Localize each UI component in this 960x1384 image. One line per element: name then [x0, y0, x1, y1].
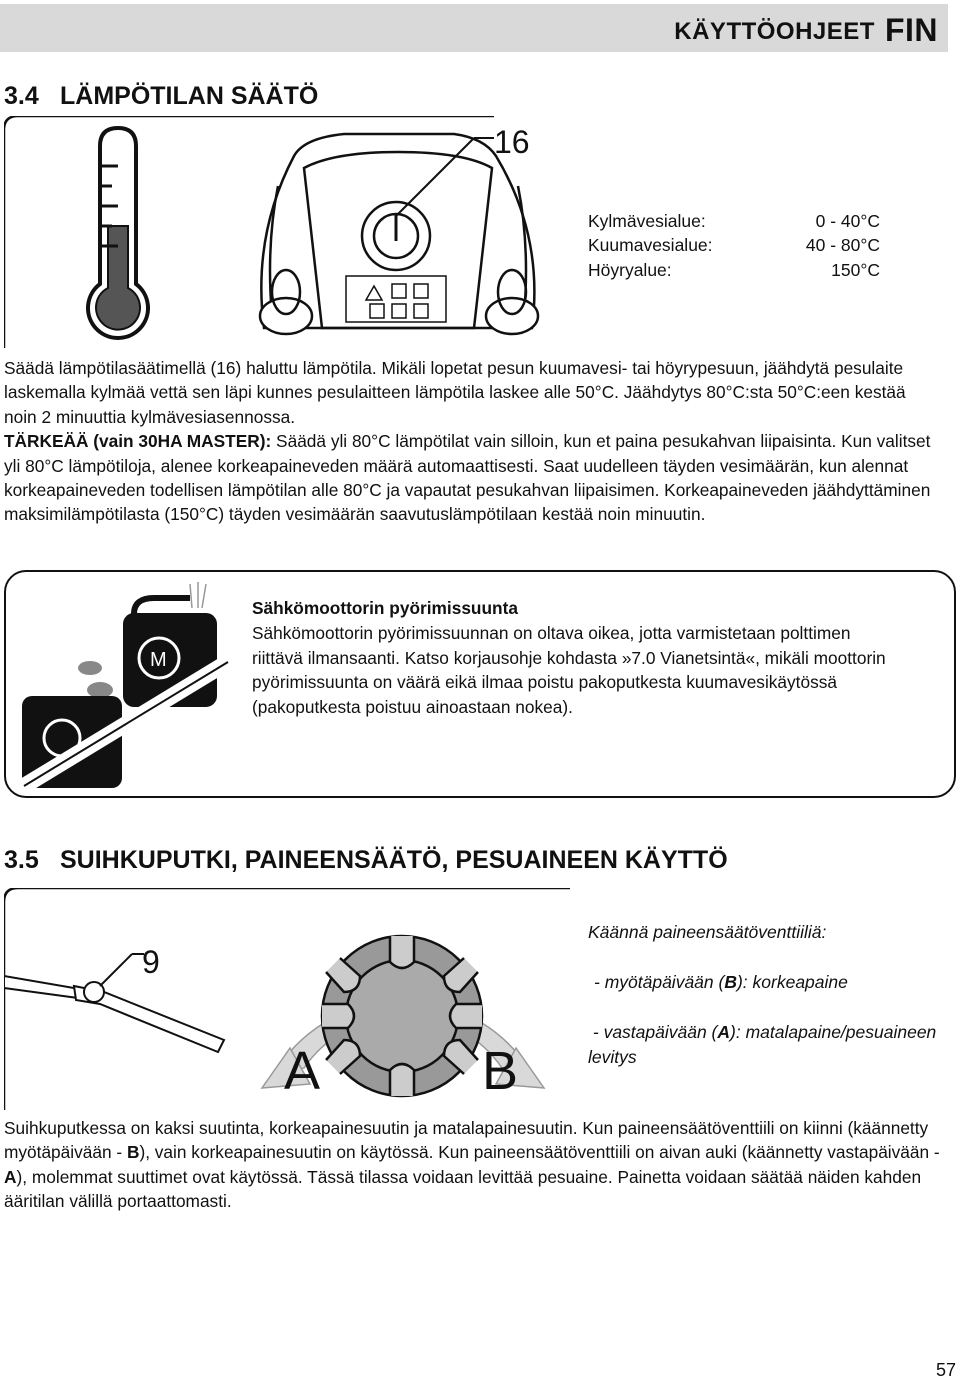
manual-title: KÄYTTÖOHJEET — [674, 18, 875, 45]
machine-icon-ok — [124, 582, 216, 706]
smoke-icon — [78, 661, 113, 698]
notice-body: Sähkömoottorin pyörimissuunnan on oltava oikea, jotta varmistetaan polttimen riittävä ilmansaanti. Katso korjausohje kohdasta »7.0 Vianetsintä«, mikäli moottorin pyörimissuunta on väärä eikä ilmaa poistu pakoputkesta kuumavesikäytössä (pakoputkesta poistuu ainoastaan nokea). — [252, 622, 886, 718]
paragraph-text: Suihkuputkessa on kaksi suutinta, korkeapainesuutin ja matalapainesuutin. Kun paineensäätöventtiili on kiinni (käännetty myötäpäivään - — [4, 1118, 929, 1163]
section-title-3-5 — [4, 846, 728, 875]
instruction-text: ): matalapaine/pesuaineen levitys — [588, 1022, 937, 1067]
paragraph-nozzles — [4, 1116, 940, 1214]
spray-lance-icon — [4, 954, 224, 1052]
motor-rotation-figure — [14, 578, 240, 792]
page-number: 57 — [935, 1360, 956, 1380]
paragraph-temperature-setting — [4, 356, 940, 527]
important-label: TÄRKEÄÄ (vain 30HA MASTER): — [4, 431, 272, 452]
pressure-washer-front — [260, 134, 538, 334]
temp-row-cold — [588, 209, 880, 234]
section-number: 3.4 — [4, 82, 39, 110]
instruction-text: - vastapäivään ( — [592, 1022, 718, 1042]
paragraph-key: B — [126, 1142, 140, 1163]
section-title-3-4 — [4, 82, 318, 111]
header-title — [674, 12, 938, 49]
instruction-text: - myötäpäivään ( — [594, 972, 725, 992]
instruction-counterclockwise — [588, 1020, 948, 1069]
temp-label: Höyryalue: — [588, 260, 672, 280]
label-a: A — [284, 1041, 321, 1101]
instruction-key: A — [717, 1022, 731, 1042]
temp-value: 40 - 80°C — [805, 235, 880, 255]
paragraph-key: A — [4, 1166, 17, 1187]
paragraph-text: Säädä lämpötilasäätimellä (16) haluttu lämpötila. Mikäli lopetat pesun kuumavesi- tai höyrypesuun, jäähdytä pesulaite laskemalla kylmää vettä sen läpi kunnes pesulaitteen lämpötila laskee alle 50°C. Jäähdytys 80°C:sta 50°C:een kestää noin 2 minuuttia kylmävesiasennossa. — [4, 358, 906, 427]
section-heading: SUIHKUPUTKI, PAINEENSÄÄTÖ, PESUAINEEN KÄYTTÖ — [60, 846, 728, 874]
svg-text:M: M — [150, 649, 167, 671]
instruction-text: ): korkeapaine — [736, 972, 848, 992]
notice-text — [252, 596, 892, 720]
temp-label: Kylmävesialue: — [588, 211, 706, 231]
paragraph-text: ), vain korkeapainesuutin on käytössä. Kun paineensäätöventtiili on aivan auki (käännetty vastapäivään - — [139, 1142, 940, 1163]
label-b: B — [482, 1041, 519, 1101]
callout-9: 9 — [142, 944, 160, 980]
language-code: FIN — [884, 12, 938, 48]
callout-16: 16 — [494, 124, 530, 160]
pressure-knob-icon — [322, 936, 482, 1096]
notice-title: Sähkömoottorin pyörimissuunta — [252, 598, 518, 618]
temp-row-hot — [588, 233, 880, 258]
section-number: 3.5 — [4, 846, 39, 874]
section-heading: LÄMPÖTILAN SÄÄTÖ — [60, 82, 319, 110]
thermometer-icon — [88, 128, 148, 338]
instruction-clockwise — [594, 970, 848, 995]
temp-value: 0 - 40°C — [815, 211, 880, 231]
instruction-key: B — [724, 972, 737, 992]
temp-label: Kuumavesialue: — [588, 235, 713, 255]
instructions-title: Käännä paineensäätöventtiiliä: — [588, 922, 827, 942]
temp-row-steam — [588, 258, 880, 283]
paragraph-text: Säädä yli 80°C lämpötilat vain silloin, kun et paina pesukahvan liipaisinta. Kun valitset yli 80°C lämpötiloja, alenee korkeapaineveden määrä automaattisesti. Saat uudelleen täyden vesimäärän, kun alennat korkeapaineveden todellisen lämpötilan alle 80°C ja vapautat pesukahvan liipaisimen. Korkeapaineveden jäähdyttäminen maksimilämpötilasta (150°C) täyden vesimäärän saavutuslämpötilaan kestää noin minuutin. — [4, 431, 931, 525]
temp-value: 150°C — [831, 260, 880, 280]
paragraph-text: ), molemmat suuttimet ovat käytössä. Tässä tilassa voidaan levittää pesuaine. Painetta voidaan säätää näiden kahden ääritilan välillä portaattomasti. — [4, 1166, 922, 1212]
